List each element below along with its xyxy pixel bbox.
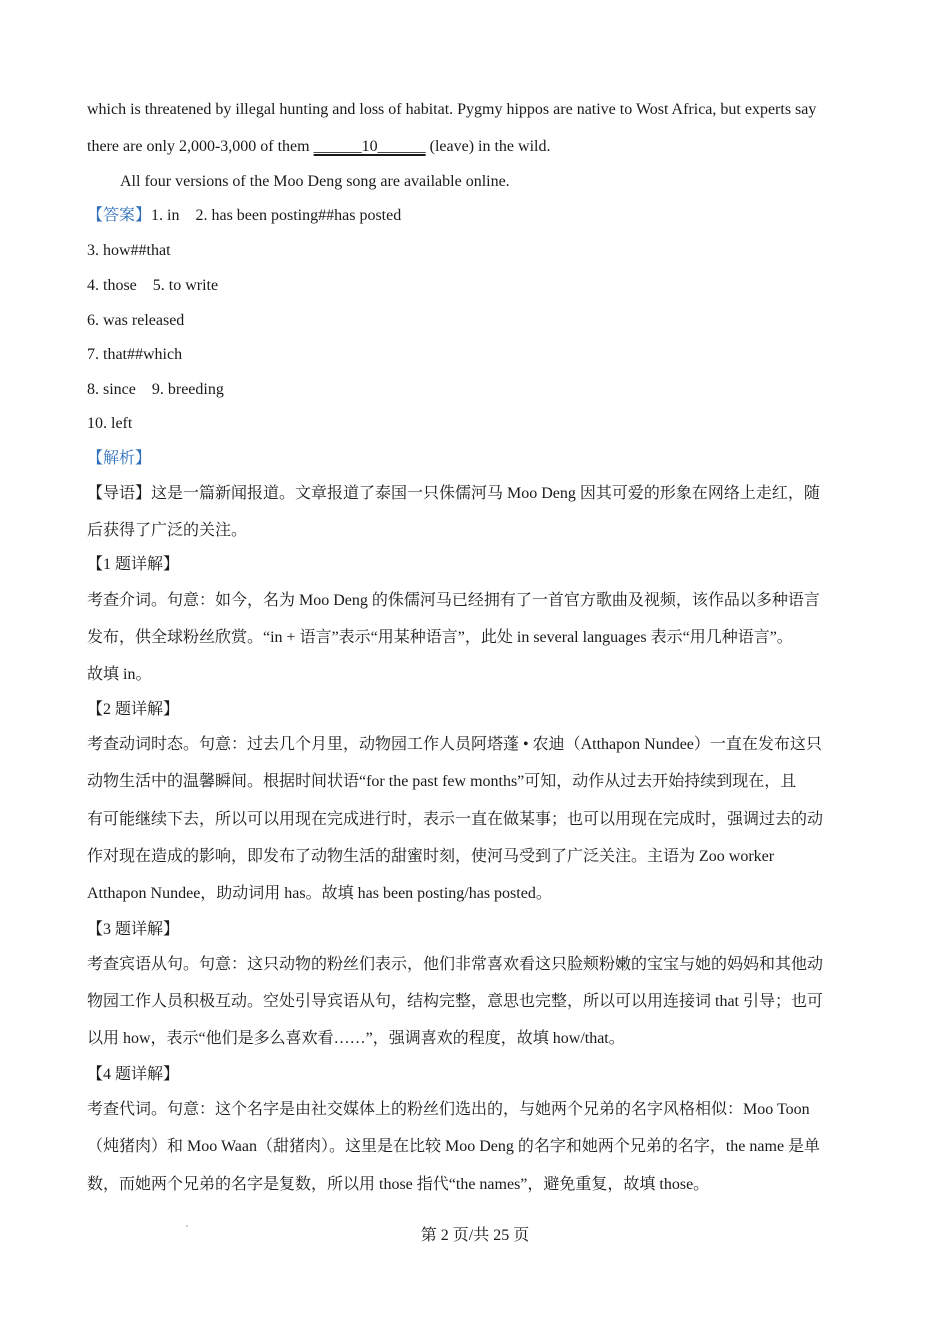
answer-row-5: 7. that##which <box>87 346 183 363</box>
q4-line-3: 数，而她两个兄弟的名字是复数，所以用 those 指代“the names”，避免重复，故填 those。 <box>87 1176 710 1193</box>
q1-line-1: 考查介词。句意：如今，名为 Moo Deng 的侏儒河马已经拥有了一首官方歌曲及视频，该作品以多种语言 <box>87 592 820 609</box>
answer-row-6: 8. since 9. breeding <box>87 381 224 398</box>
q2-line-3: 有可能继续下去，所以可以用现在完成进行时，表示一直在做某事；也可以用现在完成时，强调过去的动 <box>87 811 824 828</box>
answer-row-1-text: 1. in 2. has been posting##has posted <box>151 207 402 224</box>
passage-line-1: which is threatened by illegal hunting and loss of habitat. Pygmy hippos are native to Wost Africa, but experts say <box>87 101 817 118</box>
q4-line-2: （炖猪肉）和 Moo Waan（甜猪肉）。这里是在比较 Moo Deng 的名字和她两个兄弟的名字，the name 是单 <box>87 1138 821 1155</box>
q3-line-3: 以用 how，表示“他们是多么喜欢看……”，强调喜欢的程度，故填 how/that。 <box>87 1030 625 1047</box>
q4-line-1: 考查代词。句意：这个名字是由社交媒体上的粉丝们选出的，与她两个兄弟的名字风格相似：Moo Toon <box>87 1101 810 1118</box>
q3-line-2: 物园工作人员积极互动。空处引导宾语从句，结构完整，意思也完整，所以可以用连接词 that 引导；也可 <box>87 993 823 1010</box>
q4-heading: 【4 题详解】 <box>87 1066 180 1083</box>
q2-line-1: 考查动词时态。句意：过去几个月里，动物园工作人员阿塔蓬 • 农迪（Atthapon Nundee）一直在发布这只 <box>87 736 822 753</box>
q3-heading: 【3 题详解】 <box>87 921 180 938</box>
answer-row-3: 4. those 5. to write <box>87 277 219 294</box>
q2-line-4: 作对现在造成的影响，即发布了动物生活的甜蜜时刻，使河马受到了广泛关注。主语为 Zoo worker <box>87 848 775 865</box>
intro-line-1: 【导语】这是一篇新闻报道。文章报道了泰国一只侏儒河马 Moo Deng 因其可爱的形象在网络上走红，随 <box>87 485 820 502</box>
answer-label: 【答案】 <box>87 207 152 224</box>
page-footer: 第 2 页/共 25 页 <box>420 1227 530 1244</box>
analysis-label: 【解析】 <box>87 450 152 467</box>
answer-row-1 <box>87 206 401 226</box>
intro-line-2: 后获得了广泛的关注。 <box>87 522 248 539</box>
answer-row-4: 6. was released <box>87 312 185 329</box>
passage-line-2-end: (leave) in the wild. <box>425 138 551 155</box>
passage-line-2 <box>87 137 550 157</box>
q2-heading: 【2 题详解】 <box>87 701 180 718</box>
blank-10: ______10______ <box>313 138 426 155</box>
answer-row-2: 3. how##that <box>87 242 171 259</box>
q1-line-2: 发布，供全球粉丝欣赏。“in + 语言”表示“用某种语言”，此处 in several languages 表示“用几种语言”。 <box>87 629 793 646</box>
q1-line-3: 故填 in。 <box>87 666 152 683</box>
answer-row-7: 10. left <box>87 415 133 432</box>
q2-line-2: 动物生活中的温馨瞬间。根据时间状语“for the past few months”可知，动作从过去开始持续到现在，且 <box>87 773 797 790</box>
q2-line-5: Atthapon Nundee，助动词用 has。故填 has been posting/has posted。 <box>87 885 552 902</box>
passage-line-3: All four versions of the Moo Deng song are available online. <box>120 173 510 190</box>
passage-line-2-start: there are only 2,000-3,000 of them <box>87 138 314 155</box>
q3-line-1: 考查宾语从句。句意：这只动物的粉丝们表示，他们非常喜欢看这只脸颊粉嫩的宝宝与她的妈妈和其他动 <box>87 956 824 973</box>
q1-heading: 【1 题详解】 <box>87 556 180 573</box>
